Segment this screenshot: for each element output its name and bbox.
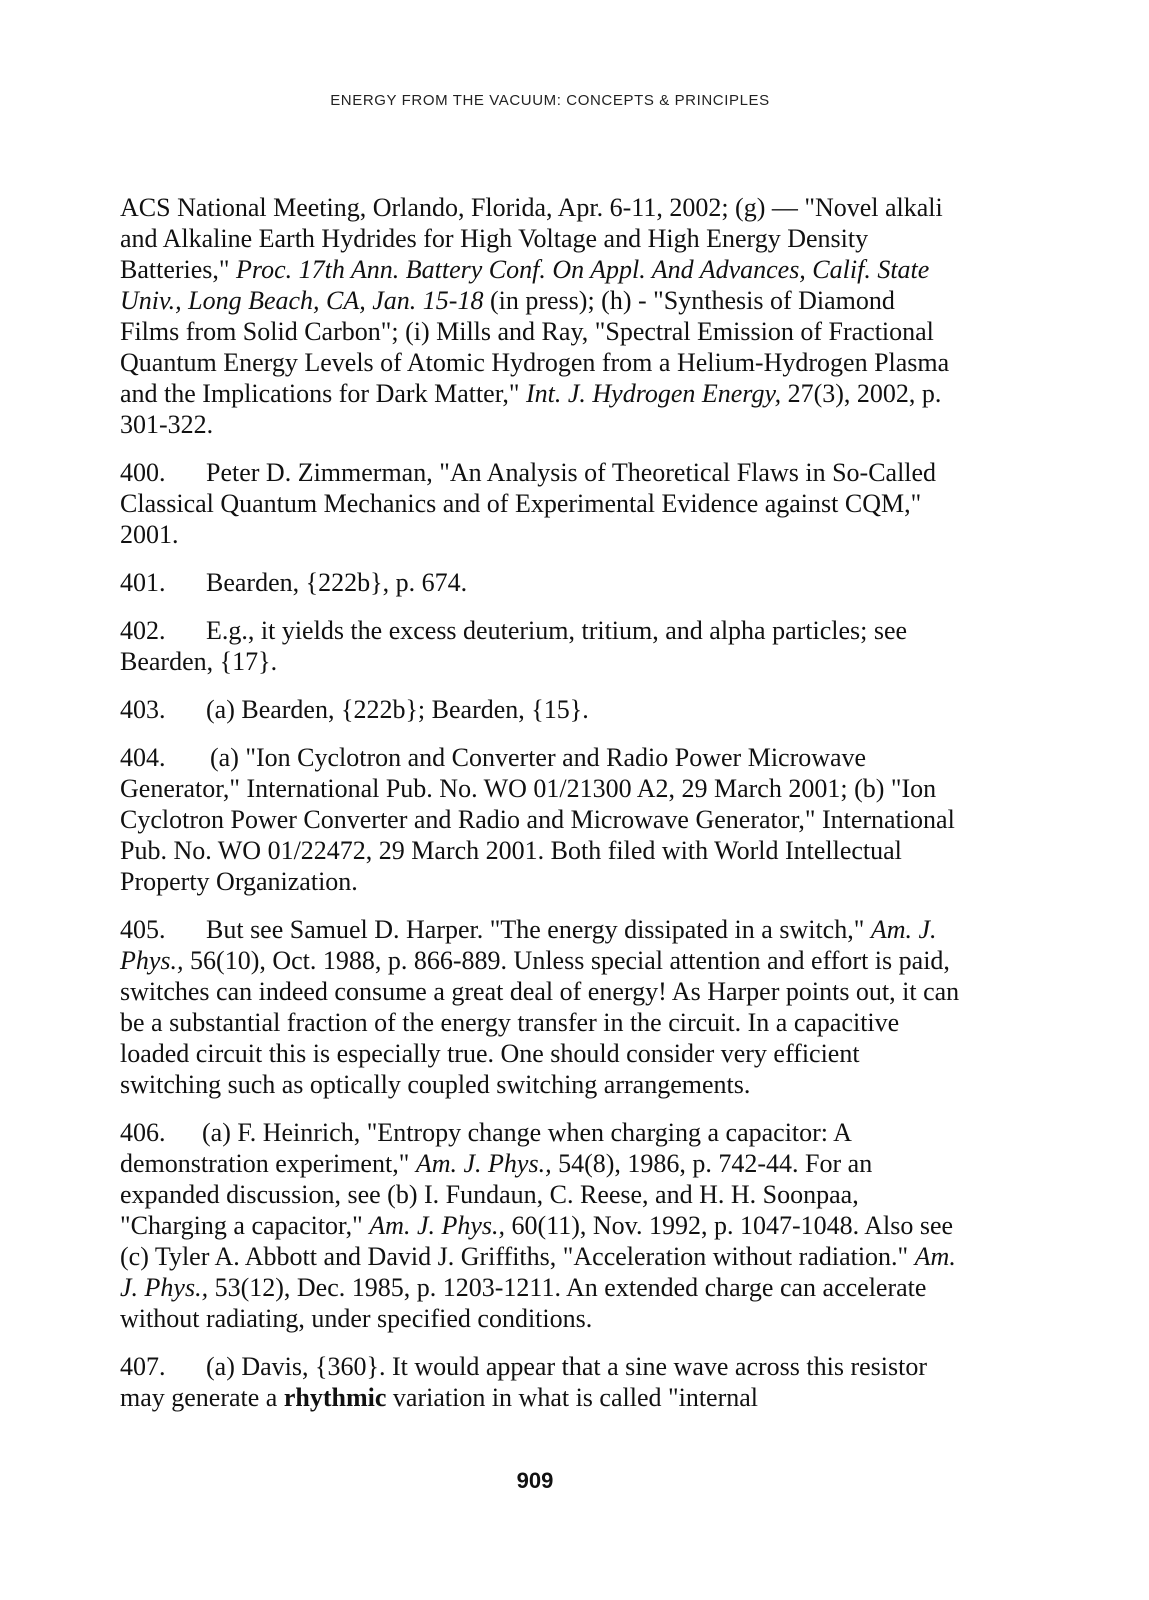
note-text: (a) "Ion Cyclotron and Converter and Radio Power Microwave Generator," International Pub. No. WO 01/21300 A2, 29 March 2001; (b) "Ion Cyclotron Power Converter and Radio and Microwave Generator," International Pub. No. WO 01/22472, 29 March 2001. Both filed with World Intellectual Property Organization. xyxy=(120,743,955,896)
endnotes-body xyxy=(120,192,960,1430)
note-number: 402. xyxy=(120,616,166,645)
page-number: 909 xyxy=(516,1468,554,1493)
note-text: Bearden, {222b}, p. 674. xyxy=(206,568,468,597)
intro-text-2: (in press); (h) - "Synthesis of Diamond Films from Solid Carbon"; (i) Mills and Ray, "Spectral Emission of Fractional Quantum Energy Levels of Atomic Hydrogen from a Helium-Hydrogen Plasma and the Implications for Dark Matter," xyxy=(120,286,950,408)
note-text: E.g., it yields the excess deuterium, tritium, and alpha particles; see Bearden, {17}. xyxy=(120,616,908,676)
note-number: 406. xyxy=(120,1118,166,1147)
note-number: 400. xyxy=(120,458,166,487)
note-405 xyxy=(120,914,960,1100)
journal-title: Am. J. Phys., xyxy=(369,1211,506,1240)
journal-title: Am. J. Phys., xyxy=(120,915,937,975)
bold-term: rhythmic xyxy=(283,1383,387,1412)
note-402 xyxy=(120,615,960,677)
intro-text-1: ACS National Meeting, Orlando, Florida, Apr. 6-11, 2002; (g) — "Novel alkali and Alkaline Earth Hydrides for High Voltage and High Energy Density Batteries," xyxy=(120,193,943,284)
note-404 xyxy=(120,742,960,897)
note-text: Peter D. Zimmerman, "An Analysis of Theoretical Flaws in So-Called Classical Quantum Mechanics and of Experimental Evidence against CQM," 2001. xyxy=(120,458,937,549)
running-head: ENERGY FROM THE VACUUM: CONCEPTS & PRINCIPLES xyxy=(330,92,770,109)
note-401 xyxy=(120,567,960,598)
note-406 xyxy=(120,1117,960,1334)
note-407 xyxy=(120,1351,960,1413)
note-number: 404. xyxy=(120,743,166,772)
note-text-1: But see Samuel D. Harper. "The energy dissipated in a switch," xyxy=(206,915,871,944)
journal-title: Am. J. Phys., xyxy=(415,1149,552,1178)
note-text-1: (a) Davis, {360}. It would appear that a sine wave across this resistor may generate a xyxy=(120,1352,927,1412)
intro-italic-2: Int. J. Hydrogen Energy, xyxy=(525,379,782,408)
intro-italic-1: Proc. 17th Ann. Battery Conf. On Appl. And Advances, Calif. State Univ., Long Beach, CA, Jan. 15-18 xyxy=(120,255,930,315)
journal-title: Am. J. Phys., xyxy=(120,1242,956,1302)
note-text-4: 53(12), Dec. 1985, p. 1203-1211. An extended charge can accelerate without radiating, under specified conditions. xyxy=(120,1273,927,1333)
note-text-3: 60(11), Nov. 1992, p. 1047-1048. Also see (c) Tyler A. Abbott and David J. Griffiths, "Acceleration without radiation." xyxy=(120,1211,954,1271)
note-number: 407. xyxy=(120,1352,166,1381)
note-text-2: 56(10), Oct. 1988, p. 866-889. Unless special attention and effort is paid, switches can indeed consume a great deal of energy! As Harper points out, it can be a substantial fraction of the energy transfer in the circuit. In a capacitive loaded circuit this is especially true. One should consider very efficient switching such as optically coupled switching arrangements. xyxy=(120,946,960,1099)
note-number: 405. xyxy=(120,915,166,944)
note-text-2: 54(8), 1986, p. 742-44. For an expanded discussion, see (b) I. Fundaun, C. Reese, and H. H. Soonpaa, "Charging a capacitor," xyxy=(120,1149,873,1240)
note-number: 403. xyxy=(120,695,166,724)
note-text-2: variation in what is called "internal xyxy=(386,1383,759,1412)
continued-note xyxy=(120,192,960,440)
intro-text-3: 27(3), 2002, p. 301-322. xyxy=(120,379,942,439)
note-number: 401. xyxy=(120,568,166,597)
note-403 xyxy=(120,694,960,725)
note-400 xyxy=(120,457,960,550)
note-text: (a) Bearden, {222b}; Bearden, {15}. xyxy=(206,695,589,724)
note-text-1: (a) F. Heinrich, "Entropy change when charging a capacitor: A demonstration experiment," xyxy=(120,1118,851,1178)
